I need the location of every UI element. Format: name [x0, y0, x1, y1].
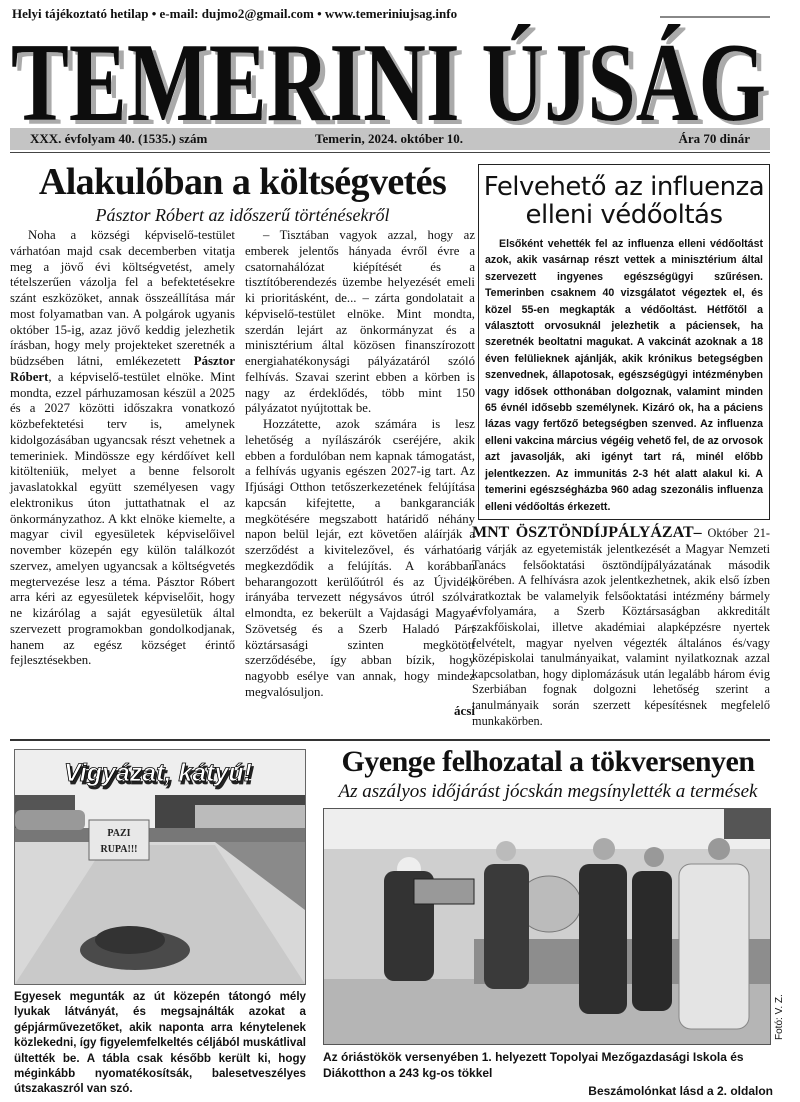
flu-box-title: Felvehető az influenza elleni védőoltás — [483, 172, 765, 230]
person-name: Pásztor Róbert — [10, 354, 235, 384]
body-text: , a képviselő-testület elnöke. Mint mondta, ezzel párhuzamosan készül a 2025 és a 2027 közötti időszakra vonatkozó közbefektetési terv is, amelynek kidolgozásában ugyancsak részt vehetnek a temeriniek. Mindössze egy kérdőívet kell kitölteniük, melyet a benne felsorolt javaslatokkal együtt személyesen vagy elektronikus úton juttathatnak el az önkormányzathoz. A kkt elnöke kiemelte, a magyar civil egyesületek képviselőivel november közepén egy külön találkozót szervez, amelyen ugyancsak a költségvetés megtervezése lesz a téma. Pásztor Róbert arra kéri az egyesületek képviselőit, hogy ne kizárólag a saját egyesületük által szervezett programokban gondolkodjanak, hanem az egész községet érintő fejlesztésekben. — [10, 369, 235, 668]
photo-credit: Fotó: V. Z. — [774, 994, 785, 1040]
masthead-title-text: TEMERINI ÚJSÁG — [11, 24, 766, 128]
paragraph: – Tisztában vagyok azzal, hogy az emberek jelentős hányada évről évre a csatornahálózat kiépítését és a tisztítóberendezés üzembe helyezését emeli ki prioritásként, de... – zárta gondolatait a képviselő-testület elnöke. Mint mondta, szerdán lejárt az önkormányzat és a minisztérium által közösen finanszírozott energiahatékonysági pályázatáról szóló felhívás. Szavai szerint ebben a körben is nagy az érdeklődés, több mint 150 pályázatot nyújtottak be. — [245, 228, 475, 416]
pumpkin-article-title: Gyenge felhozatal a tökversenyen — [341, 745, 755, 778]
pothole-photo — [14, 749, 306, 985]
lead-article-subtitle: Pásztor Róbert az időszerű történésekről — [95, 205, 390, 225]
scholarship-kicker: MNT ÖSZTÖNDÍJPÁLYÁZAT– — [472, 524, 702, 541]
masthead-tagline: Helyi tájékoztató hetilap • e-mail: dujmo2@gmail.com • www.temeriniujsag.info — [12, 6, 458, 21]
author-signature: ácsi — [454, 702, 475, 718]
flu-box-body: Elsőként vehették fel az influenza elleni védőoltást azok, akik vasárnap részt vettek a minisztérium által szervezett ingyenes egészségügyi szűrésen. Temerinben csaknem 40 vizsgálatot végeztek el, és közel 55-en megkapták a védőoltást. Hétfőtől a választott orvosuknál jelezhetik a páciensek, ha szeretnék beoltatni magukat. A vakcinát azoknak a 18 éven felülieknek ajánlják, akik krónikus betegségben szenvednek, állapotosak, egészségügyi intézményben vagy idősek otthonában dolgoznak, valamint minden 65 évnél idősebb személynek. Kizáró ok, ha a páciens lázas vagy fertőző betegségben szenved. Az influenza elleni vakcina március végéig vehető fel, de az orvosok azt javasolják, aki igényt tart rá, minél előbb jelentkezzen. Az immunitás 2-3 hét alatt alakul ki. A temerini egészségházba 960 adag szezonális influenza elleni védőoltás érkezett. — [485, 238, 763, 513]
flu-vaccine-box — [478, 164, 770, 520]
pumpkin-photo-image — [324, 809, 770, 1044]
scholarship-notice — [472, 524, 770, 729]
issue-info-bar — [10, 128, 770, 150]
issue-number: XXX. évfolyam 40. (1535.) szám — [30, 131, 208, 146]
masthead-title — [8, 24, 778, 128]
pumpkin-article-subtitle: Az aszályos időjárást jócskán megsínylették a termések — [338, 781, 758, 802]
masthead-rule — [660, 16, 770, 18]
pothole-photo-image — [15, 750, 305, 984]
pumpkin-photo — [323, 808, 771, 1045]
price: Ára 70 dinár — [678, 131, 750, 146]
lead-article-column-1 — [10, 228, 235, 669]
sign-text-line1: PAZI — [107, 828, 131, 839]
lead-article-title: Alakulóban a költségvetés — [38, 161, 447, 203]
body-text: Noha a községi képviselő-testület várhatóan majd csak decemberben vitatja meg a jövő évi költségvetést, amely tételszerűen vázolja fel a befektetésekre szánt eszközöket, annak összeállítása már most folyamatban van. A polgárok ugyanis október 15-ig, azaz jövő keddig jelezhetik írásban, hogy mely projekteket szeretnék a büdzsében látni, emlékezetett — [10, 228, 235, 368]
scholarship-body: Október 21-ig várják az egyetemisták jelentkezését a Magyar Nemzeti Tanács felsőoktatási ösztöndíjpályázatának második körében. A felhívásra azok jelentkezhetnek, akik első ízben iratkoztak be valamelyik felsőoktatási intézmény bármely évfolyamára, a Szerb Köztársaságban akkreditált szakfőiskolai, illetve akadémiai alapképzésre nyertek felvételt, magyar nyelven végezték általános és/vagy középiskolai tanulmányaikat, valamint nyilatkoznak azzal kapcsolatban, hogy diplomázásuk után legalább három évig Szerbiában fognak dolgozni lehetőség szerint a tanulmányaik során szerzett képesítésnek megfelelő munkakörben. — [472, 526, 770, 728]
paragraph: Hozzátette, azok számára is lesz lehetőség a nyílászárók cseréjére, akik ebben a fordulóban nem kapnak támogatást, a felhívás ugyanis egészen 2027-ig tart. Az Ifjúsági Otthon tetőszerkezetének felújítása kapcsán kifejtette, a bankgaranciák megkötésére megszabott határidő néhány napon belül lejár, ezt követően aláírják a szerződést a kivitelezővel, és várhatóan megkezdődik a felújítás. A korábban beharangozott kerülőútról és az Újvidék irányába tervezett négysávos útról szólva elmondta, ez bekerült a Vajdasági Magyar Szövetség és a Szerb Haladó Párt köztársasági szinten megkötött szerződésébe, így abban bízik, hogy nagyobb esélye van annak, hogy mindez megvalósuljon. — [245, 417, 475, 699]
pumpkin-caption-block — [323, 1049, 773, 1099]
dateline: Temerin, 2024. október 10. — [315, 131, 464, 146]
divider — [10, 739, 770, 741]
divider — [10, 152, 770, 153]
sign-text-line2: RUPA!!! — [100, 844, 138, 855]
photo-title: Vigyázat, kátyú! — [63, 759, 253, 787]
pumpkin-caption: Az óriástökök versenyében 1. helyezett Topolyai Mezőgazdasági Iskola és Diákotthon a 243 kg-os tökkel — [323, 1050, 744, 1080]
see-more-link[interactable]: Beszámolónkat lásd a 2. oldalon — [588, 1084, 773, 1098]
pothole-caption: Egyesek megunták az út közepén tátongó mély lyukak látványát, és megsajnálták azokat a gépjárművezetőket, akik naponta arra kénytelenek közlekedni, így figyelemfelkeltés céljából muskátlival ültették be. A tábla csak később került ki, hogy méginkább nyomatékosítsák, balesetveszélyes útszakaszról van szó. — [14, 990, 306, 1096]
lead-article-column-2 — [245, 228, 475, 719]
